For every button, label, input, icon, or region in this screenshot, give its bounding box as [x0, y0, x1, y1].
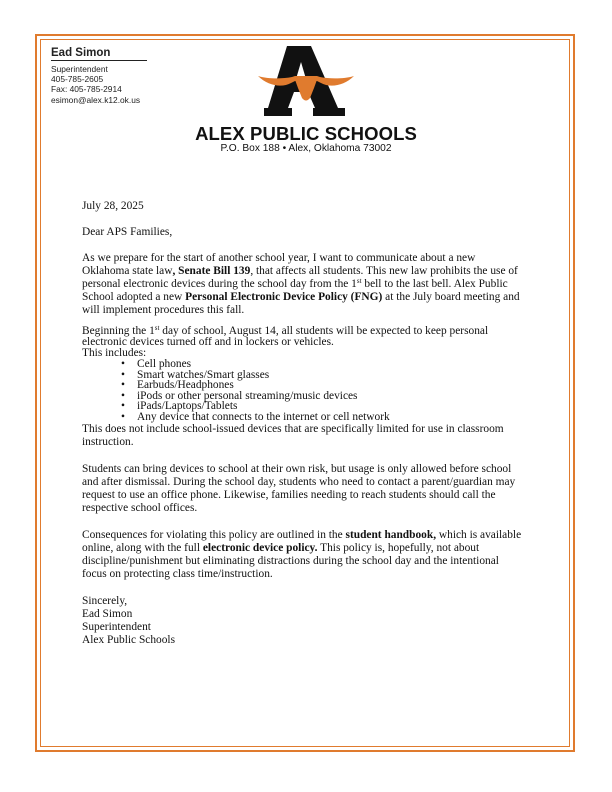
letter-greeting: Dear APS Families, — [82, 226, 173, 238]
superscript: st — [356, 277, 362, 285]
school-name: ALEX PUBLIC SCHOOLS — [195, 123, 417, 144]
signature-title: Superintendent — [82, 620, 151, 633]
text-run: which is available online, along with the full — [82, 528, 522, 554]
paragraph-exception: This does not include school-issued devices that are specifically limited for use in classroom instruction. — [82, 422, 504, 448]
list-item: • iPods or other personal streaming/music devices — [137, 391, 522, 402]
bold-policy-name: Personal Electronic Device Policy (FNG) — [185, 291, 383, 303]
paragraph-usage: Students can bring devices to school at their own risk, but usage is only allowed before school and after dismissal. During the school day, students who need to contact a parent/guardian may request to use an office phone. Likewise, families needing to reach students should call the respective school offices. — [82, 462, 516, 514]
text-run: bell to the last bell. Alex Public School adopted a new — [82, 278, 508, 303]
contact-fax: Fax: 405-785-2914 — [51, 84, 122, 95]
text-run: Beginning the 1 — [82, 325, 155, 337]
paragraph-consequences — [82, 529, 522, 581]
letter-body — [82, 200, 522, 647]
contact-block — [51, 47, 147, 105]
text-run: at the July board meeting and will implement procedures this fall. — [82, 291, 520, 316]
text-run: Consequences for violating this policy are outlined in the — [82, 528, 346, 541]
logo-serif-left — [264, 108, 292, 116]
text-run: This includes: — [82, 347, 147, 359]
logo-serif-right — [313, 108, 345, 116]
school-logo — [258, 46, 354, 116]
signature-org: Alex Public Schools — [82, 633, 176, 646]
closing: Sincerely, — [82, 594, 128, 607]
superscript: st — [154, 324, 160, 332]
text-run: , that affects all students. This new law prohibits the use of personal electronic devices during the school day from the 1 — [82, 265, 518, 290]
text-run: As we prepare for the start of another school year, I want to communicate about a new Oklahoma state law — [82, 252, 476, 277]
text-run: This policy is, hopefully, not about discipline/punishment but eliminating distractions during the school day and the intentional focus on protecting class time/instruction. — [82, 541, 499, 580]
device-list — [82, 359, 522, 423]
list-item: • Any device that connects to the internet or cell network — [137, 412, 522, 423]
contact-name: Ead Simon — [51, 47, 147, 61]
bold-handbook: student handbook, — [345, 528, 437, 541]
letter-date: July 28, 2025 — [82, 200, 144, 212]
school-address: P.O. Box 188 • Alex, Oklahoma 73002 — [220, 143, 392, 154]
contact-phone: 405-785-2605 — [51, 74, 104, 85]
contact-title: Superintendent — [51, 64, 108, 74]
bold-device-policy: electronic device policy. — [202, 541, 318, 554]
list-item: • Smart watches/Smart glasses — [137, 370, 522, 381]
signature-name: Ead Simon — [82, 607, 133, 620]
list-item: • Cell phones — [137, 359, 522, 370]
list-item: • Earbuds/Headphones — [137, 380, 522, 391]
list-item: • iPads/Laptops/Tablets — [137, 401, 522, 412]
paragraph-first-day — [82, 326, 522, 359]
paragraph-intro — [82, 252, 522, 317]
contact-email: esimon@alex.k12.ok.us — [51, 94, 141, 105]
text-run: day of school, August 14, all students will be expected to keep personal electronic devices turned off and in lockers or vehicles. — [82, 325, 489, 348]
bold-senate-bill: , Senate Bill 139 — [172, 265, 251, 277]
